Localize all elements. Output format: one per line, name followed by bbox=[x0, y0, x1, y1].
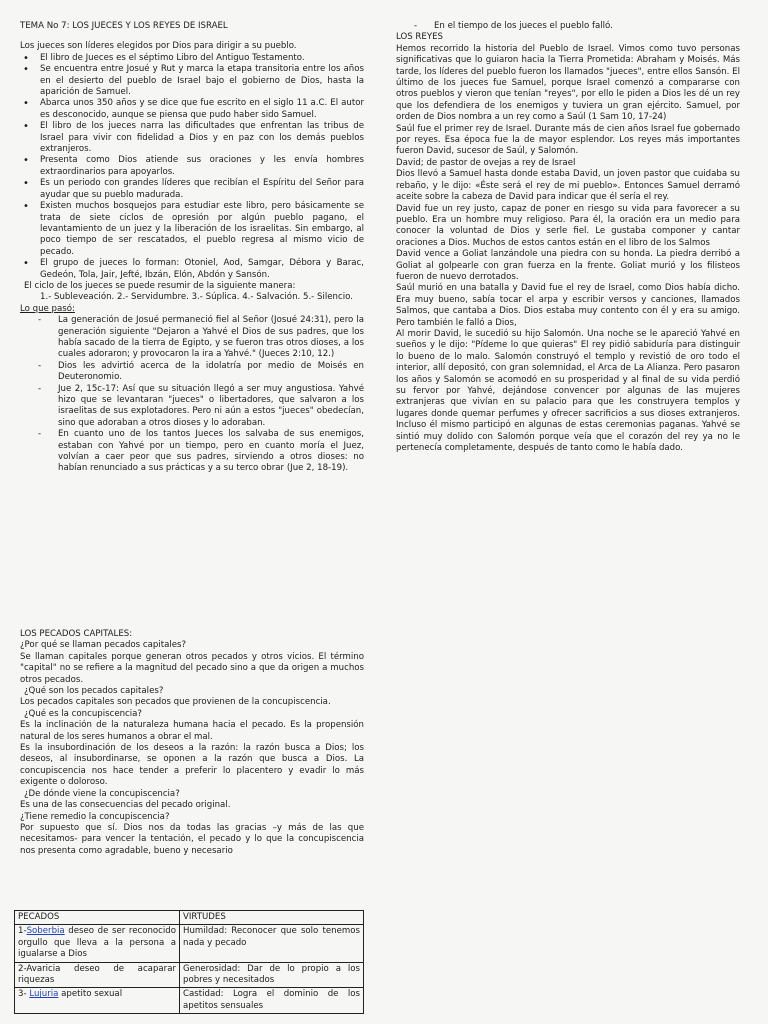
kings-paragraph: David vence a Goliat lanzándole una piedra con su honda. La piedra derribó a Goliat al golpearle con gran fuerza en la frente. Goliat murió y los filisteos fueron de nuevo derrotados. bbox=[396, 249, 740, 282]
what-happened-item: - En cuanto uno de los tantos Jueces los salvaba de sus enemigos, estaban con Yahvé por un tiempo, pero en cuanto moría el Juez, volvían a caer peor que sus padres, sirviendo a otros dioses: no habían renunciado a sus prácticas y a su terco obrar (Jue 2, 18-19). bbox=[20, 429, 364, 475]
what-happened-item: - Dios les advirtió acerca de la idolatría por medio de Moisés en Deuteronomio. bbox=[20, 361, 364, 384]
judges-bullet: • El libro de Jueces es el séptimo Libro del Antiguo Testamento. bbox=[20, 53, 364, 64]
capital-sins-section bbox=[20, 629, 364, 857]
sin-link-soberbia[interactable]: Soberbia bbox=[26, 926, 65, 937]
faq-answer: Se llaman capitales porque generan otros pecados y otros vicios. El término "capital" no se refiere a la magnitud del pecado sino a que da origen a muchos otros pecados. bbox=[20, 651, 364, 685]
judges-column bbox=[20, 21, 364, 475]
judges-bullet: • Se encuentra entre Josué y Rut y marca la etapa transitoria entre los años en el desierto del pueblo de Israel bajo el gobierno de Dios, hasta la aparición de Samuel. bbox=[20, 64, 364, 98]
table-header-row bbox=[15, 911, 364, 925]
faq-answer: Es la inclinación de la naturaleza humana hacia el pecado. Es la propensión natural de los seres humanos a obrar el mal. bbox=[20, 720, 364, 742]
what-happened-item: - La generación de Josué permaneció fiel al Señor (Josué 24:31), pero la generación siguiente "Dejaron a Yahvé el Dios de sus padres, que los había sacado de la tierra de Egipto, y se fueron tras otros dioses, a los cuales adoraron; y provocaron la ira a Yahvé." (Jueces 2:10, 12.) bbox=[20, 315, 364, 361]
continued-item: - En el tiempo de los jueces el pueblo falló. bbox=[396, 21, 740, 32]
sin-description: apetito sexual bbox=[58, 989, 123, 1000]
faq-answer: Es la insubordinación de los deseos a la razón: la razón busca a Dios; los deseos, al insubordinarse, se oponen a la razón que busca a Dios. La concupiscencia nos hace tender a preferir lo placentero y evadir lo más exigente o doloroso. bbox=[20, 743, 364, 788]
header-virtues: VIRTUDES bbox=[180, 911, 364, 925]
sin-number: 2- bbox=[18, 963, 27, 974]
judges-intro: Los jueces son líderes elegidos por Dios para dirigir a su pueblo. bbox=[20, 41, 297, 52]
kings-paragraph: Saúl fue el primer rey de Israel. Durante más de cien años Israel fue gobernado por reyes. Esa época fue la de mayor esplendor. Los reyes más importantes fueron David, sucesor de Saúl, y Salomón. bbox=[396, 123, 740, 157]
sin-description: deseo de ser reconocido orgullo que lleva a la persona a igualarse a Dios bbox=[18, 926, 176, 960]
faq-question: ¿Por qué se llaman pecados capitales? bbox=[20, 640, 187, 651]
sin-number: 3- bbox=[18, 989, 30, 1000]
cycle-steps: 1.- Subleveación. 2.- Servidumbre. 3.- Súplica. 4.- Salvación. 5.- Silencio. bbox=[40, 292, 353, 303]
sins-virtues-table bbox=[14, 910, 364, 1014]
sin-link-lujuria[interactable]: Lujuria bbox=[29, 989, 59, 1000]
capital-sins-heading: LOS PECADOS CAPITALES: bbox=[20, 629, 133, 639]
judges-bullet: • Abarca unos 350 años y se dice que fue escrito en el siglo 11 a.C. El autor es desconocido, aunque se piensa que pudo haber sido Samuel. bbox=[20, 98, 364, 121]
lesson-title: TEMA No 7: LOS JUECES Y LOS REYES DE ISRAEL bbox=[20, 21, 228, 31]
judges-bullet-list bbox=[20, 53, 364, 281]
judges-bullet: • Presenta como Dios atiende sus oraciones y les envía hombres extraordinarios para apoyarlos. bbox=[20, 155, 364, 178]
faq-question: ¿Tiene remedio la concupiscencia? bbox=[20, 811, 170, 822]
kings-paragraph: Saúl murió en una batalla y David fue el rey de Israel, como Dios había dicho. Era muy bueno, sabía tocar el arpa y escribir versos y canciones, llamados Salmos, que cantaba a Dios. Dios estaba muy contento con él y era su amigo. Pero también le falló a Dios, bbox=[396, 283, 740, 328]
kings-heading: LOS REYES bbox=[396, 32, 443, 43]
judges-bullet: • El grupo de jueces lo forman: Otoniel, Aod, Samgar, Débora y Barac, Gedeón, Tola, Jair, Jefté, Ibzán, Elón, Abdón y Sansón. bbox=[20, 258, 364, 281]
kings-paragraph: David fue un rey justo, capaz de poner en riesgo su vida para favorecer a su pueblo. Era un hombre muy religioso. Para él, la oración era un medio para conocer la voluntad de Dios y serle fiel. Le gustaba componer y cantar oraciones a Dios. Muchos de estos cantos están en el libro de los Salmos bbox=[396, 203, 740, 248]
faq-question: ¿De dónde viene la concupiscencia? bbox=[24, 788, 180, 799]
continued-list bbox=[396, 21, 740, 32]
judges-bullet: • Es un periodo con grandes líderes que recibían el Espíritu del Señor para ayudar que su pueblo madurada. bbox=[20, 178, 364, 201]
table-row bbox=[15, 962, 364, 988]
kings-column bbox=[396, 21, 740, 454]
judges-bullet: • El libro de los jueces narra las dificultades que enfrentan las tribus de Israel para vivir con fidelidad a Dios y en paz con los demás pueblos extranjeros. bbox=[20, 121, 364, 155]
faq-answer: Los pecados capitales son pecados que provienen de la concupiscencia. bbox=[20, 697, 331, 708]
table-row bbox=[15, 988, 364, 1014]
sin-cell bbox=[15, 988, 180, 1014]
faq-answer: Es una de las consecuencias del pecado original. bbox=[20, 800, 231, 811]
david-subheading: David; de pastor de ovejas a rey de Israel bbox=[396, 157, 576, 168]
faq-question: ¿Qué es la concupiscencia? bbox=[24, 708, 142, 719]
spacer bbox=[20, 32, 364, 41]
virtue-cell: Castidad: Logra el dominio de los apetitos sensuales bbox=[180, 988, 364, 1014]
kings-paragraph: Hemos recorrido la historia del Pueblo de Israel. Vimos como tuvo personas significativas que lo guiaron hacia la Tierra Prometida: Abraham y Moisés. Más tarde, los líderes del pueblo fueron los llamados "jueces", entre ellos Sansón. El último de los jueces fue Samuel, porque Israel comenzó a compararse con otros pueblos y vieron que tenían "reyes", por ello le piden a Dios les dé un rey que los defendiera de los enemigos y tuviera un gran ejército. Samuel, por orden de Dios nombra a un rey como a Saúl (1 Sam 10, 17-24) bbox=[396, 43, 740, 123]
kings-paragraph: Al morir David, le sucedió su hijo Salomón. Una noche se le apareció Yahvé en sueños y le dijo: "Pídeme lo que quieras" El rey pidió sabiduría para distinguir lo bueno de lo malo. Salomón construyó el templo y revistió de oro todo el interior, allí depositó, con gran solemnidad, el Arca de La Alianza. Pero pasaron los años y Salomón se acomodó en su prosperidad y al final de su vida perdió su fervor por Yahvé, dejándose convencer por algunas de las mujeres extranjeras que vivían en su palacio para que les construyera templos y lugares donde quemar perfumes y ofrecer sacrificios a sus dioses extranjeros. Incluso él mismo participó en algunas de estas ceremonias paganas. Yahvé se sintió muy dolido con Salomón porque veía que el corazón del rey ya no le pertenecía completamente, después de tanto como le había dado. bbox=[396, 328, 740, 454]
kings-paragraph: Dios llevó a Samuel hasta donde estaba David, un joven pastor que cuidaba su rebaño, y le dijo: «Éste será el rey de mi pueblo». Entonces Samuel derramó aceite sobre la cabeza de David para indicar que él sería el rey. bbox=[396, 169, 740, 203]
sin-number: 1- bbox=[18, 926, 27, 937]
faq-question: ¿Qué son los pecados capitales? bbox=[24, 686, 164, 697]
sin-cell bbox=[15, 925, 180, 962]
table-row bbox=[15, 925, 364, 962]
what-happened-list bbox=[20, 315, 364, 475]
cycle-intro: El ciclo de los jueces se puede resumir de la siguiente manera: bbox=[24, 280, 296, 291]
sin-cell bbox=[15, 962, 180, 988]
sin-description: Avaricia deseo de acaparar riquezas bbox=[18, 963, 176, 986]
faq-answer: Por supuesto que sí. Dios nos da todas las gracias –y más de las que necesitamos- para vencer la tentación, el pecado y lo que la concupiscencia nos presenta como agradable, bueno y necesario bbox=[20, 822, 364, 856]
virtue-cell: Generosidad: Dar de lo propio a los pobres y necesitados bbox=[180, 962, 364, 988]
header-sins: PECADOS bbox=[15, 911, 180, 925]
what-happened-heading: Lo que pasó: bbox=[20, 303, 75, 314]
judges-bullet: • Existen muchos bosquejos para estudiar este libro, pero básicamente se trata de siete ciclos de opresión por algún pueblo pagano, el levantamiento de un juez y la liberación de los israelitas. Sin embargo, al poco tiempo de ser rescatados, el pueblo regresa al mismo vicio de pecado. bbox=[20, 201, 364, 258]
virtue-cell: Humildad: Reconocer que solo tenemos nada y pecado bbox=[180, 925, 364, 962]
what-happened-item: - Jue 2, 15c-17: Así que su situación llegó a ser muy angustiosa. Yahvé hizo que se levantaran "jueces" o libertadores, que salvaron a los israelitas de sus explotadores. Pero ni aún a estos "jueces" obedecían, sino que adoraban a otros dioses y lo adoraban. bbox=[20, 384, 364, 430]
